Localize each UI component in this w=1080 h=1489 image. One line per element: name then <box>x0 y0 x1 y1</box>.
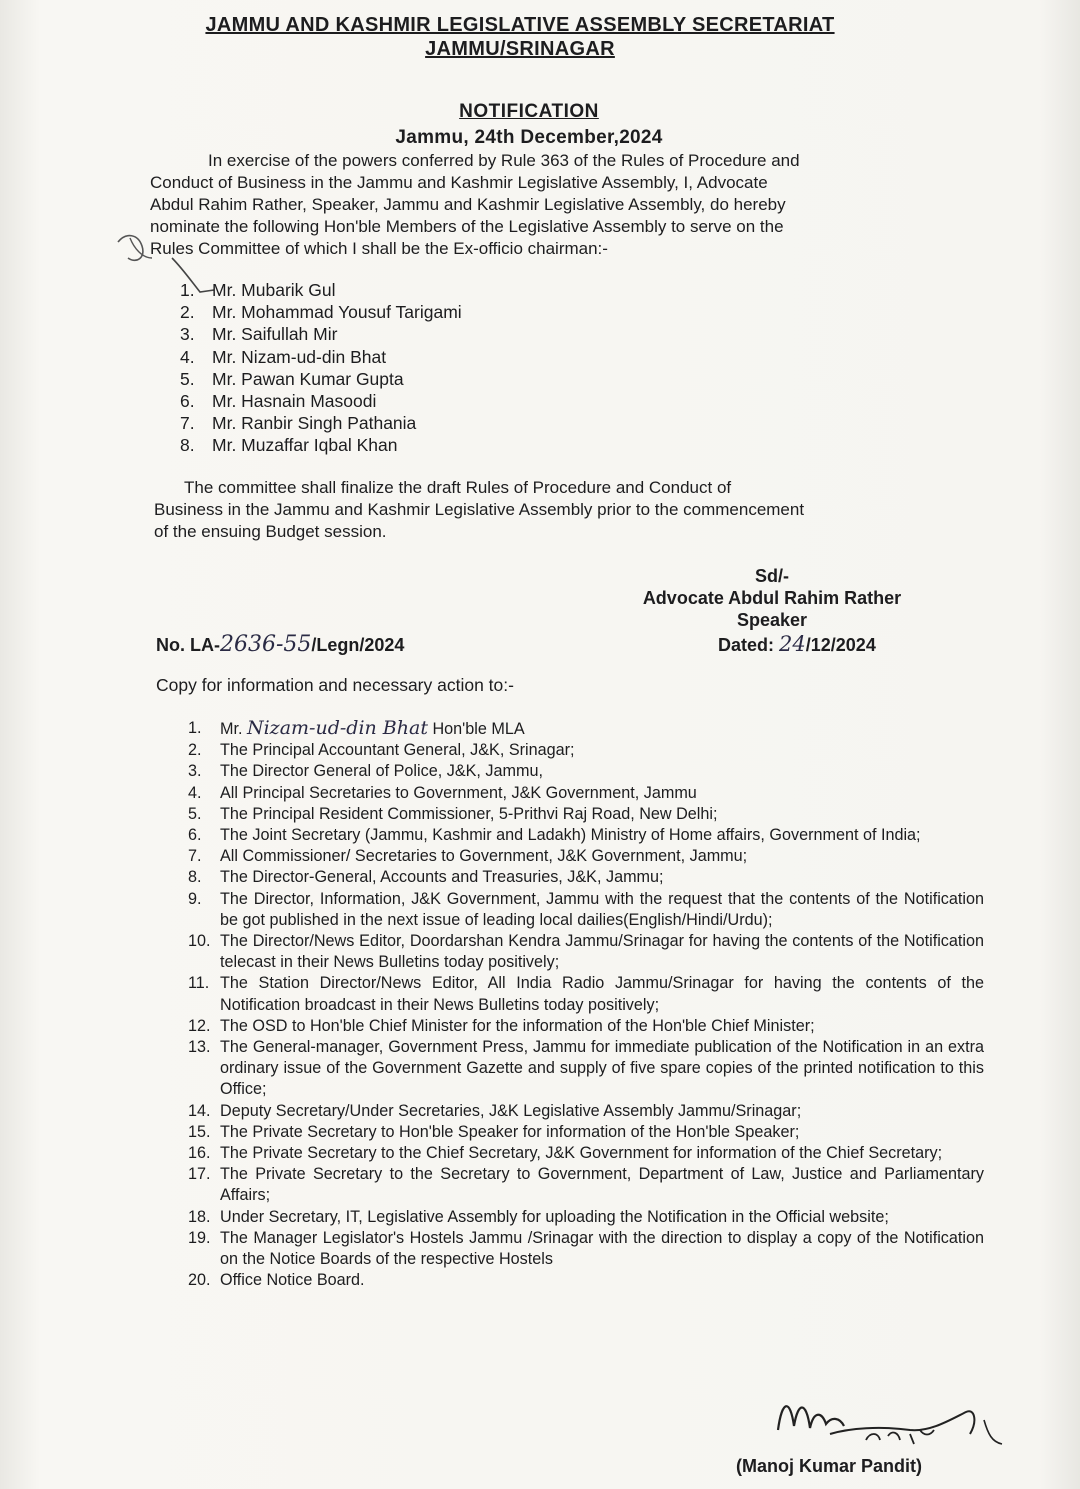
list-item: 1. Mr. Mubarik Gul <box>180 280 336 300</box>
handwritten-signature-icon <box>770 1390 1010 1460</box>
speaker-designation: Speaker <box>736 610 808 630</box>
distribution-list <box>188 718 984 1291</box>
intro-line: Rules Committee of which I shall be the Ex-officio chairman:- <box>150 239 608 258</box>
intro-line: nominate the following Hon'ble Members of the Legislative Assembly to serve on the <box>150 217 784 236</box>
dated-line: Dated: 24/12/2024 <box>718 632 876 656</box>
list-item: 11. The Station Director/News Editor, All India Radio Jammu/Srinagar for having the contents of the Notification broadcast in their News Bulletins today positively; <box>188 974 984 1014</box>
list-item: 8. Mr. Muzaffar Iqbal Khan <box>180 435 398 456</box>
member-name: Mr. Muzaffar Iqbal Khan <box>212 435 398 456</box>
list-item: 4. All Principal Secretaries to Government, J&K Government, Jammu <box>188 783 697 802</box>
list-item: 5. Mr. Pawan Kumar Gupta <box>180 368 404 389</box>
list-item: 2. The Principal Accountant General, J&K, Srinagar; <box>188 741 575 760</box>
closing-line: The committee shall finalize the draft Rules of Procedure and Conduct of <box>184 478 732 497</box>
list-item: 3. Mr. Saifullah Mir <box>180 324 338 345</box>
intro-line: In exercise of the powers conferred by Rule 363 of the Rules of Procedure and <box>208 151 800 170</box>
intro-line: Conduct of Business in the Jammu and Kashmir Legislative Assembly, I, Advocate <box>150 173 768 192</box>
list-item: 12. The OSD to Hon'ble Chief Minister for the information of the Hon'ble Chief Minister; <box>188 1016 815 1035</box>
member-name: Mr. Saifullah Mir <box>212 324 338 345</box>
member-name: Mr. Mohammad Yousuf Tarigami <box>212 302 462 323</box>
member-name: Mr. Hasnain Masoodi <box>212 391 377 412</box>
member-name: Mr. Pawan Kumar Gupta <box>212 368 404 389</box>
intro-line: Abdul Rahim Rather, Speaker, Jammu and Kashmir Legislative Assembly, do hereby <box>150 195 786 214</box>
speaker-signature-block <box>630 565 914 631</box>
list-item: 5. The Principal Resident Commissioner, 5-Prithvi Raj Road, New Delhi; <box>188 804 718 823</box>
member-name: Mr. Ranbir Singh Pathania <box>212 413 417 434</box>
list-item: 20. Office Notice Board. <box>188 1271 365 1290</box>
list-item: 8. The Director-General, Accounts and Treasuries, J&K, Jammu; <box>188 868 664 887</box>
list-item: 9. The Director, Information, J&K Government, Jammu with the request that the contents of the Notification be got published in the next issue of leading local dailies(English/Hindi/Urdu); <box>188 889 984 929</box>
handwritten-date: 24 <box>779 632 806 656</box>
signatory-name: (Manoj Kumar Pandit) <box>736 1456 923 1476</box>
committee-members-list <box>180 279 462 457</box>
list-item: 18. Under Secretary, IT, Legislative Assembly for uploading the Notification in the Official website; <box>188 1207 889 1226</box>
notification-date: Jammu, 24th December,2024 <box>395 127 663 148</box>
handwritten-reference: 2636-55 <box>219 632 312 657</box>
reference-number: No. LA-2636-55/Legn/2024 <box>156 632 405 657</box>
list-item: 7. Mr. Ranbir Singh Pathania <box>180 413 417 434</box>
notification-intro <box>150 150 910 260</box>
list-item: 14. Deputy Secretary/Under Secretaries, J&K Legislative Assembly Jammu/Srinagar; <box>188 1101 802 1120</box>
copy-to-line: Copy for information and necessary action to:- <box>156 675 514 695</box>
handwritten-member-name: Nizam-ud-din Bhat <box>246 717 428 739</box>
list-item: 6. The Joint Secretary (Jammu, Kashmir and Ladakh) Ministry of Home affairs, Government of India; <box>188 826 921 845</box>
list-item: 13. The General-manager, Government Press, Jammu for immediate publication of the Notification in an extra ordinary issue of the Government Gazette and supply of five spare copies of the printed notification to this Office; <box>188 1038 984 1099</box>
list-item: 10. The Director/News Editor, Doordarshan Kendra Jammu/Srinagar for having the contents of the Notification telecast in their News Bulletins today positively; <box>188 932 984 972</box>
notification-title: NOTIFICATION <box>459 101 599 122</box>
notification-closing <box>154 477 918 543</box>
member-name: Mr. Nizam-ud-din Bhat <box>212 346 387 367</box>
secretariat-heading: JAMMU AND KASHMIR LEGISLATIVE ASSEMBLY SECRETARIAT <box>205 14 835 36</box>
list-item: 4. Mr. Nizam-ud-din Bhat <box>180 346 387 367</box>
list-item: 3. The Director General of Police, J&K, Jammu, <box>188 762 543 781</box>
member-name: Mr. Mubarik Gul <box>212 280 336 300</box>
list-item: 15. The Private Secretary to Hon'ble Speaker for information of the Hon'ble Speaker; <box>188 1122 800 1141</box>
sd-mark: Sd/- <box>755 566 789 586</box>
list-item: 16. The Private Secretary to the Chief Secretary, J&K Government for information of the Chief Secretary; <box>188 1144 943 1163</box>
list-item: 7. All Commissioner/ Secretaries to Government, J&K Government, Jammu; <box>188 847 748 866</box>
closing-line: of the ensuing Budget session. <box>154 522 387 541</box>
list-item: 6. Mr. Hasnain Masoodi <box>180 391 377 412</box>
list-item: 19. The Manager Legislator's Hostels Jammu /Srinagar with the direction to display a copy of the Notification on the Notice Boards of the respective Hostels <box>188 1228 984 1269</box>
secretariat-location: JAMMU/SRINAGAR <box>425 38 615 60</box>
closing-line: Business in the Jammu and Kashmir Legislative Assembly prior to the commencement <box>154 500 805 519</box>
list-item: 1. Mr. Nizam-ud-din Bhat Hon'ble MLA <box>188 717 525 739</box>
list-item: 17. The Private Secretary to the Secretary to Government, Department of Law, Justice and Parliamentary Affairs; <box>188 1165 984 1205</box>
list-item: 2. Mr. Mohammad Yousuf Tarigami <box>180 302 462 323</box>
speaker-name: Advocate Abdul Rahim Rather <box>642 588 902 608</box>
